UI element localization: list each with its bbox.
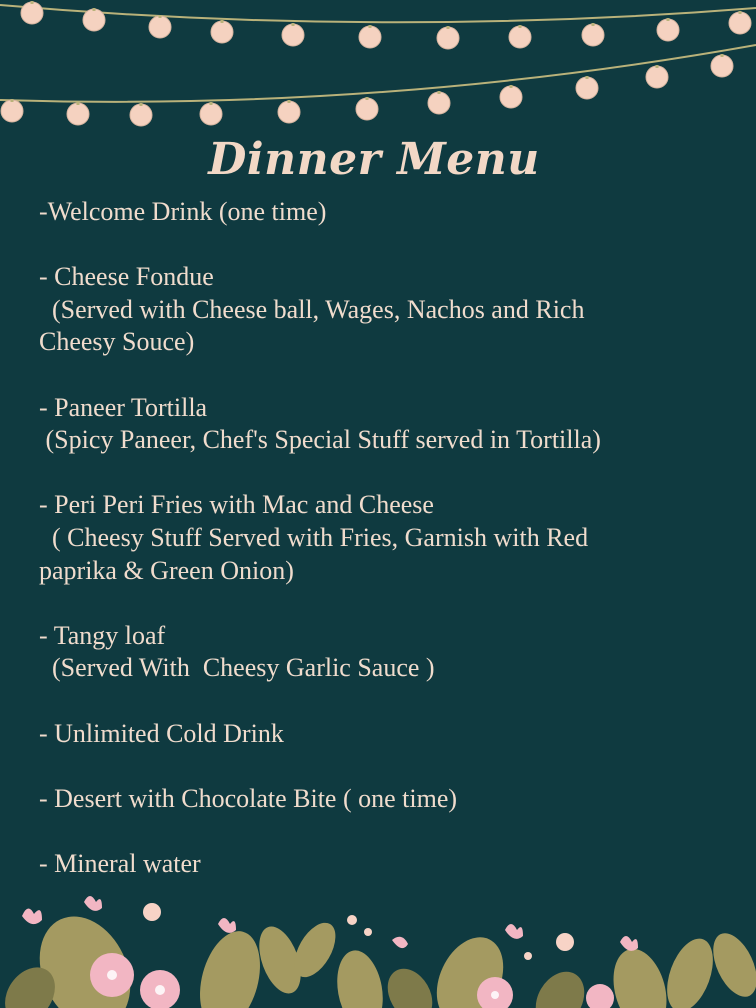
menu-line: - Unlimited Cold Drink (39, 718, 284, 748)
menu-line: - Peri Peri Fries with Mac and Cheese (39, 490, 434, 520)
menu-spacer (39, 457, 739, 490)
menu-line: ( Cheesy Stuff Served with Fries, Garnish with Red (39, 522, 589, 552)
menu-spacer (39, 750, 739, 783)
menu-spacer (39, 587, 739, 620)
menu-spacer (39, 685, 739, 718)
menu-spacer (39, 359, 739, 392)
menu-line: paprika & Green Onion) (39, 555, 294, 585)
string-lights-decoration (0, 0, 756, 135)
menu-line: Cheesy Souce) (39, 327, 195, 357)
floral-border-decoration (0, 880, 756, 1008)
menu-line: (Spicy Paneer, Chef's Special Stuff served in Tortilla) (39, 425, 601, 455)
menu-spacer (39, 815, 739, 848)
menu-line: - Cheese Fondue (39, 262, 214, 292)
menu-line: (Served with Cheese ball, Wages, Nachos and Rich (39, 294, 585, 324)
menu-line: - Desert with Chocolate Bite ( one time) (39, 783, 458, 813)
menu-line: (Served With Cheesy Garlic Sauce ) (39, 653, 435, 683)
menu-list (39, 196, 739, 880)
menu-line: - Paneer Tortilla (39, 392, 208, 422)
menu-spacer (39, 229, 739, 262)
page-title: Dinner Menu (208, 134, 540, 185)
menu-line: - Tangy loaf (39, 620, 166, 650)
menu-line: -Welcome Drink (one time) (39, 197, 327, 226)
menu-line: - Mineral water (39, 848, 201, 878)
